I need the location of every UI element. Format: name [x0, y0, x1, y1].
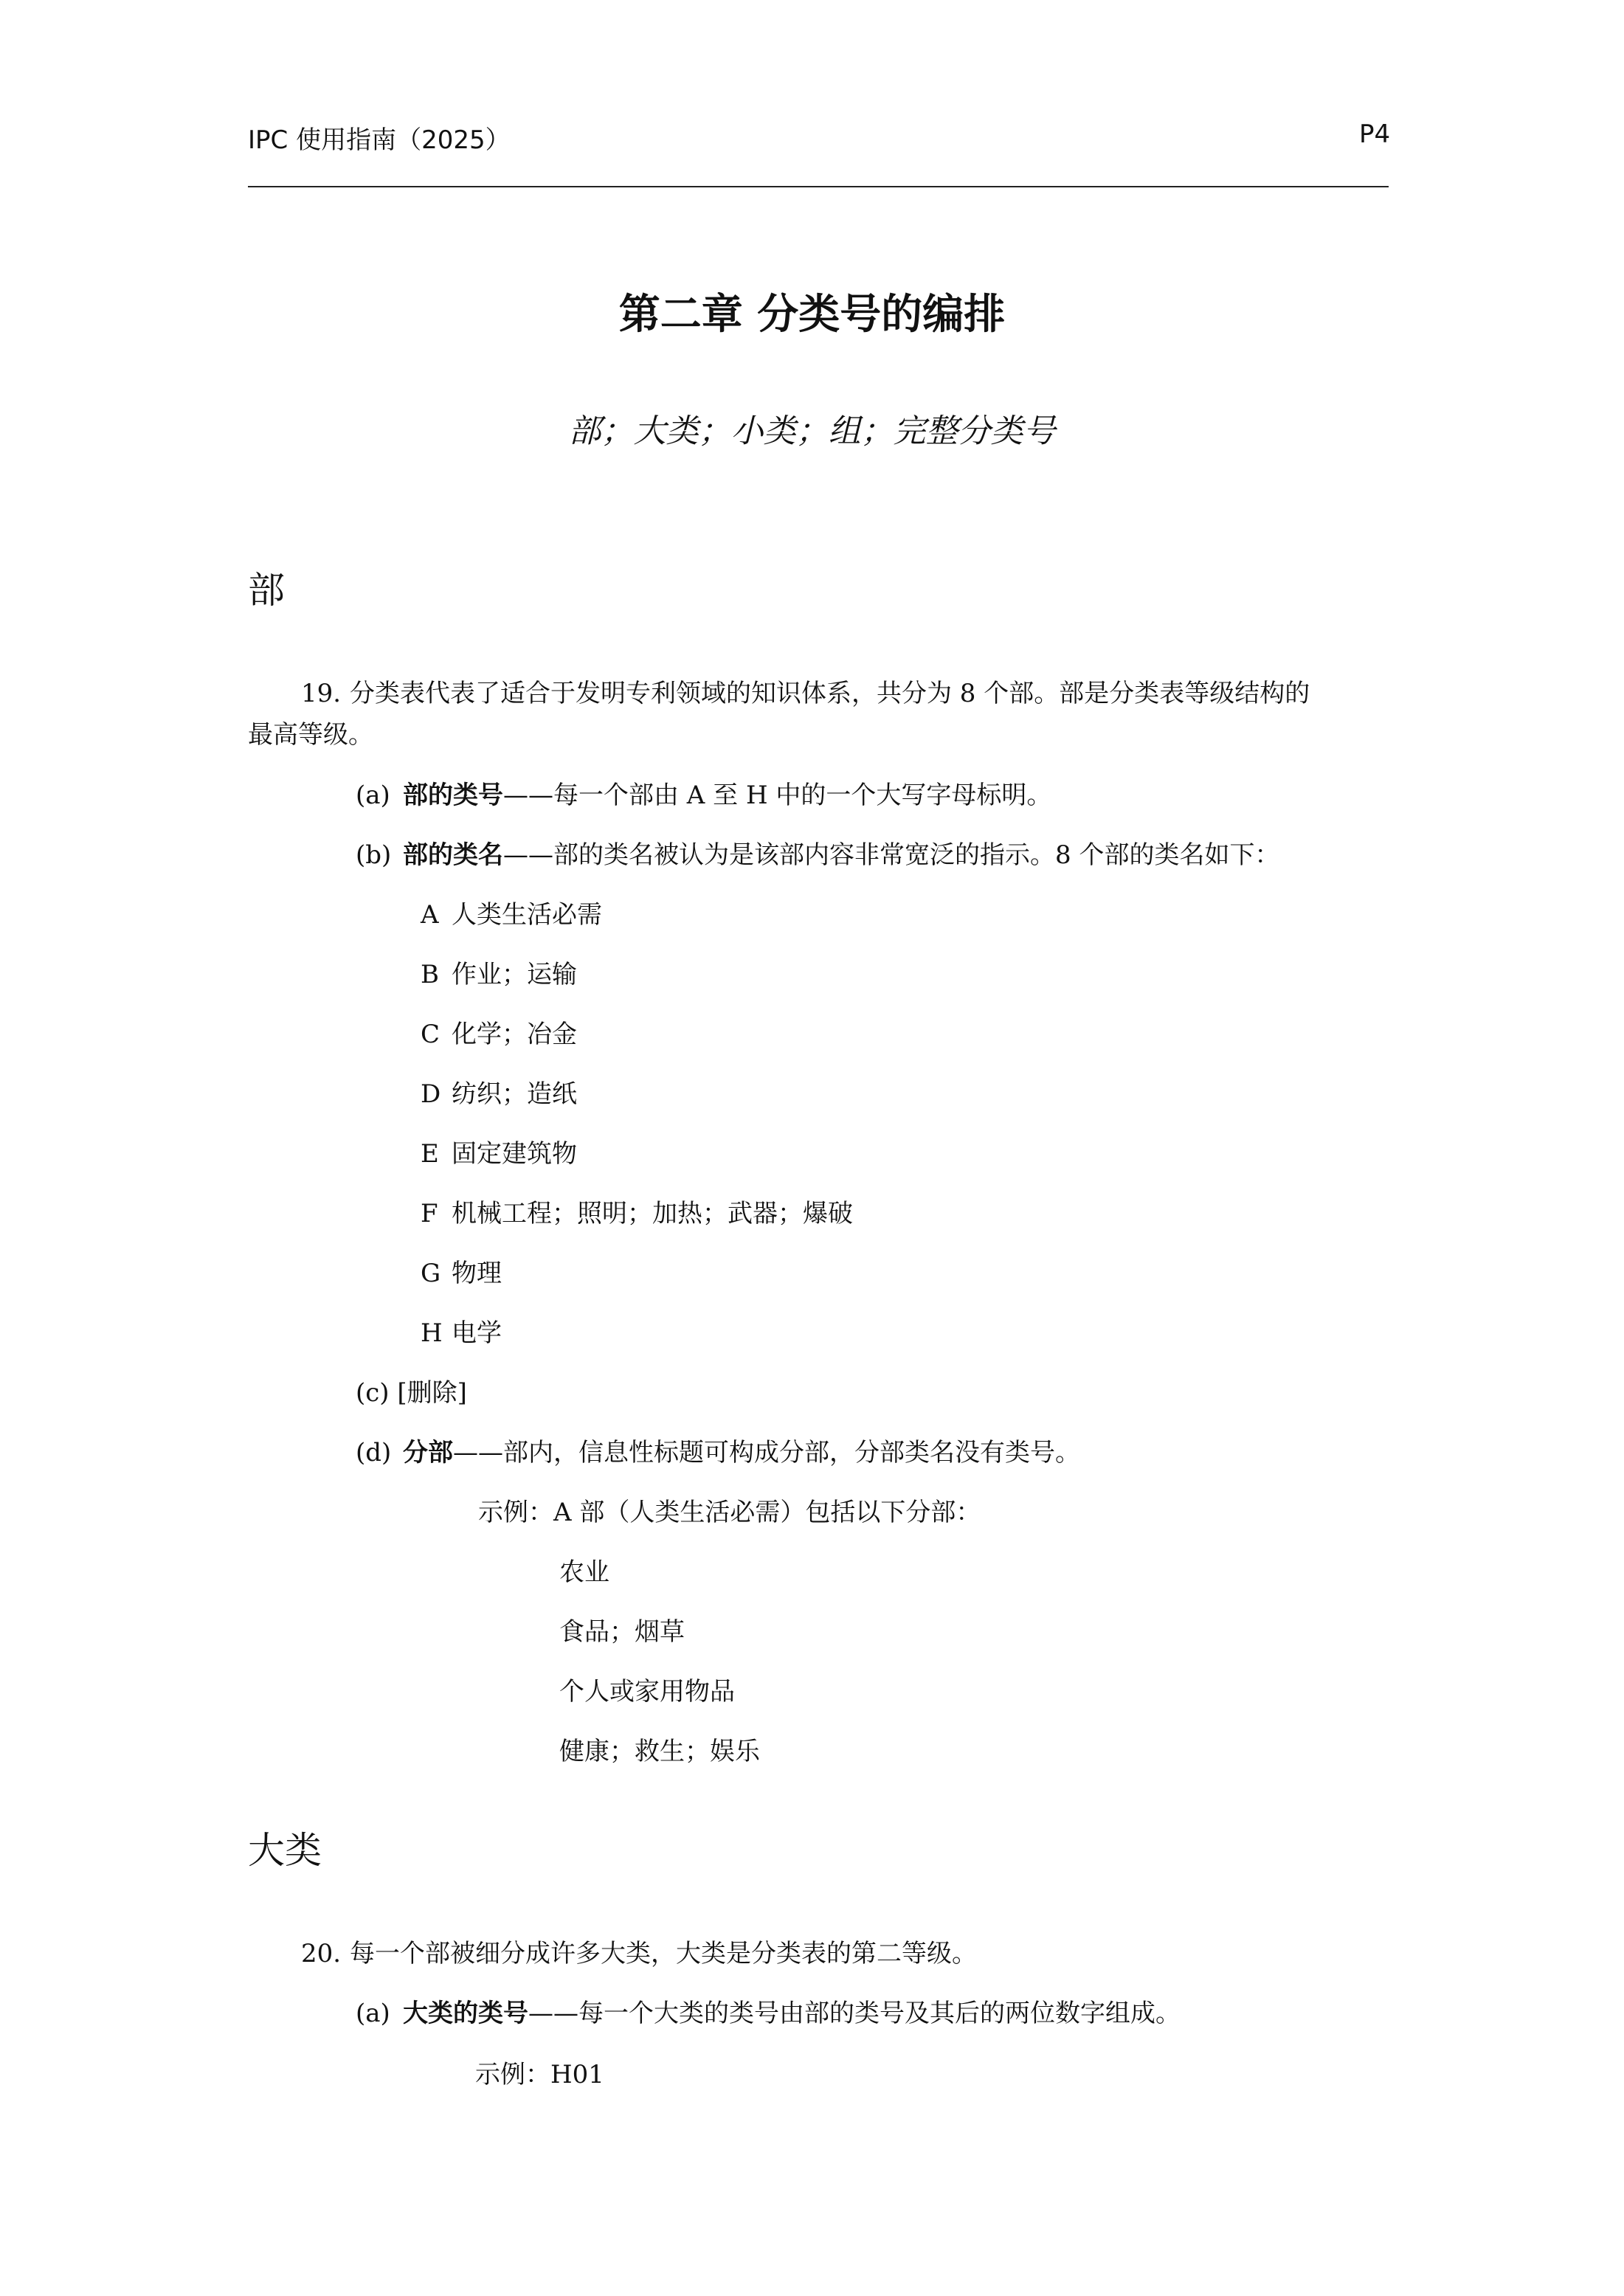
- section-list-item: [421, 1193, 853, 1229]
- item-b: [356, 834, 1279, 871]
- example-text: 示例：H01: [475, 2060, 604, 2089]
- subsection-item: 食品；烟草: [559, 1617, 685, 1647]
- item-label: (d): [356, 1438, 392, 1467]
- paragraph-19-line2: 最高等级。: [248, 720, 373, 750]
- item-label: (a): [356, 781, 390, 810]
- section-list-item: [421, 1313, 502, 1349]
- item-term: 大类的类号: [403, 1999, 528, 2028]
- item-label: (c): [356, 1378, 390, 1408]
- section-list-item: [421, 1133, 577, 1169]
- section-heading-bu: 部: [248, 569, 285, 612]
- item-term: 部的类名: [403, 840, 503, 870]
- page-number: P4: [1359, 120, 1391, 149]
- item-text: ——部内，信息性标题可构成分部，分部类名没有类号。: [453, 1438, 1080, 1467]
- section-name: 纺织；造纸: [452, 1079, 577, 1109]
- paragraph-text: 分类表代表了适合于发明专利领域的知识体系，共分为 8 个部。部是分类表等级结构的: [350, 679, 1310, 708]
- item-d: [356, 1432, 1080, 1468]
- header-divider: [248, 186, 1389, 187]
- example-intro: 示例：A 部（人类生活必需）包括以下分部：: [478, 1498, 981, 1527]
- header-title: IPC 使用指南（2025）: [248, 125, 511, 155]
- section-name: 物理: [452, 1259, 502, 1288]
- section-letter: E: [421, 1139, 439, 1169]
- section-letter: G: [421, 1259, 441, 1288]
- item-label: (a): [356, 1999, 390, 2028]
- section-name: 机械工程；照明；加热；武器；爆破: [452, 1199, 853, 1228]
- chapter-subtitle: 部；大类；小类；组；完整分类号: [568, 412, 1056, 450]
- section-name: 人类生活必需: [452, 900, 602, 930]
- paragraph-20: [301, 1933, 977, 1969]
- section-letter: C: [421, 1020, 440, 1049]
- item-term: 分部: [403, 1438, 453, 1467]
- item-a: [356, 775, 1051, 811]
- section-letter: B: [421, 960, 439, 989]
- paragraph-number: 19.: [301, 679, 342, 708]
- section-letter: D: [421, 1079, 441, 1109]
- subsection-item: 个人或家用物品: [559, 1677, 735, 1707]
- section-name: 作业；运输: [452, 960, 577, 989]
- section-name: 固定建筑物: [452, 1139, 577, 1169]
- paragraph-19-line1: [301, 673, 1310, 709]
- section-name: 电学: [452, 1318, 502, 1348]
- item-text: ——每一个部由 A 至 H 中的一个大写字母标明。: [503, 781, 1052, 810]
- section-letter: A: [421, 900, 439, 930]
- subsection-item: 健康；救生；娱乐: [559, 1737, 760, 1766]
- subsection-item: 农业: [559, 1557, 609, 1587]
- section-heading-dalei: 大类: [248, 1829, 322, 1872]
- chapter-title: 第二章 分类号的编排: [618, 291, 1006, 339]
- item-text: ——每一个大类的类号由部的类号及其后的两位数字组成。: [528, 1999, 1181, 2028]
- paragraph-text: 每一个部被细分成许多大类，大类是分类表的第二等级。: [350, 1939, 977, 1968]
- item-c: [356, 1372, 467, 1408]
- item-text: ——部的类名被认为是该部内容非常宽泛的指示。8 个部的类名如下：: [503, 840, 1280, 870]
- section-list-item: [421, 1014, 577, 1050]
- section-letter: H: [421, 1318, 443, 1348]
- paragraph-number: 20.: [301, 1939, 342, 1968]
- section-list-item: [421, 1253, 502, 1289]
- item-label: (b): [356, 840, 392, 870]
- item-term: 部的类号: [403, 781, 503, 810]
- section-letter: F: [421, 1199, 438, 1228]
- section-list-item: [421, 894, 602, 930]
- section-list-item: [421, 954, 577, 990]
- section-name: 化学；冶金: [452, 1020, 577, 1049]
- item-20-a: [356, 1993, 1181, 2029]
- item-text: [删除]: [397, 1378, 467, 1408]
- section-list-item: [421, 1073, 577, 1110]
